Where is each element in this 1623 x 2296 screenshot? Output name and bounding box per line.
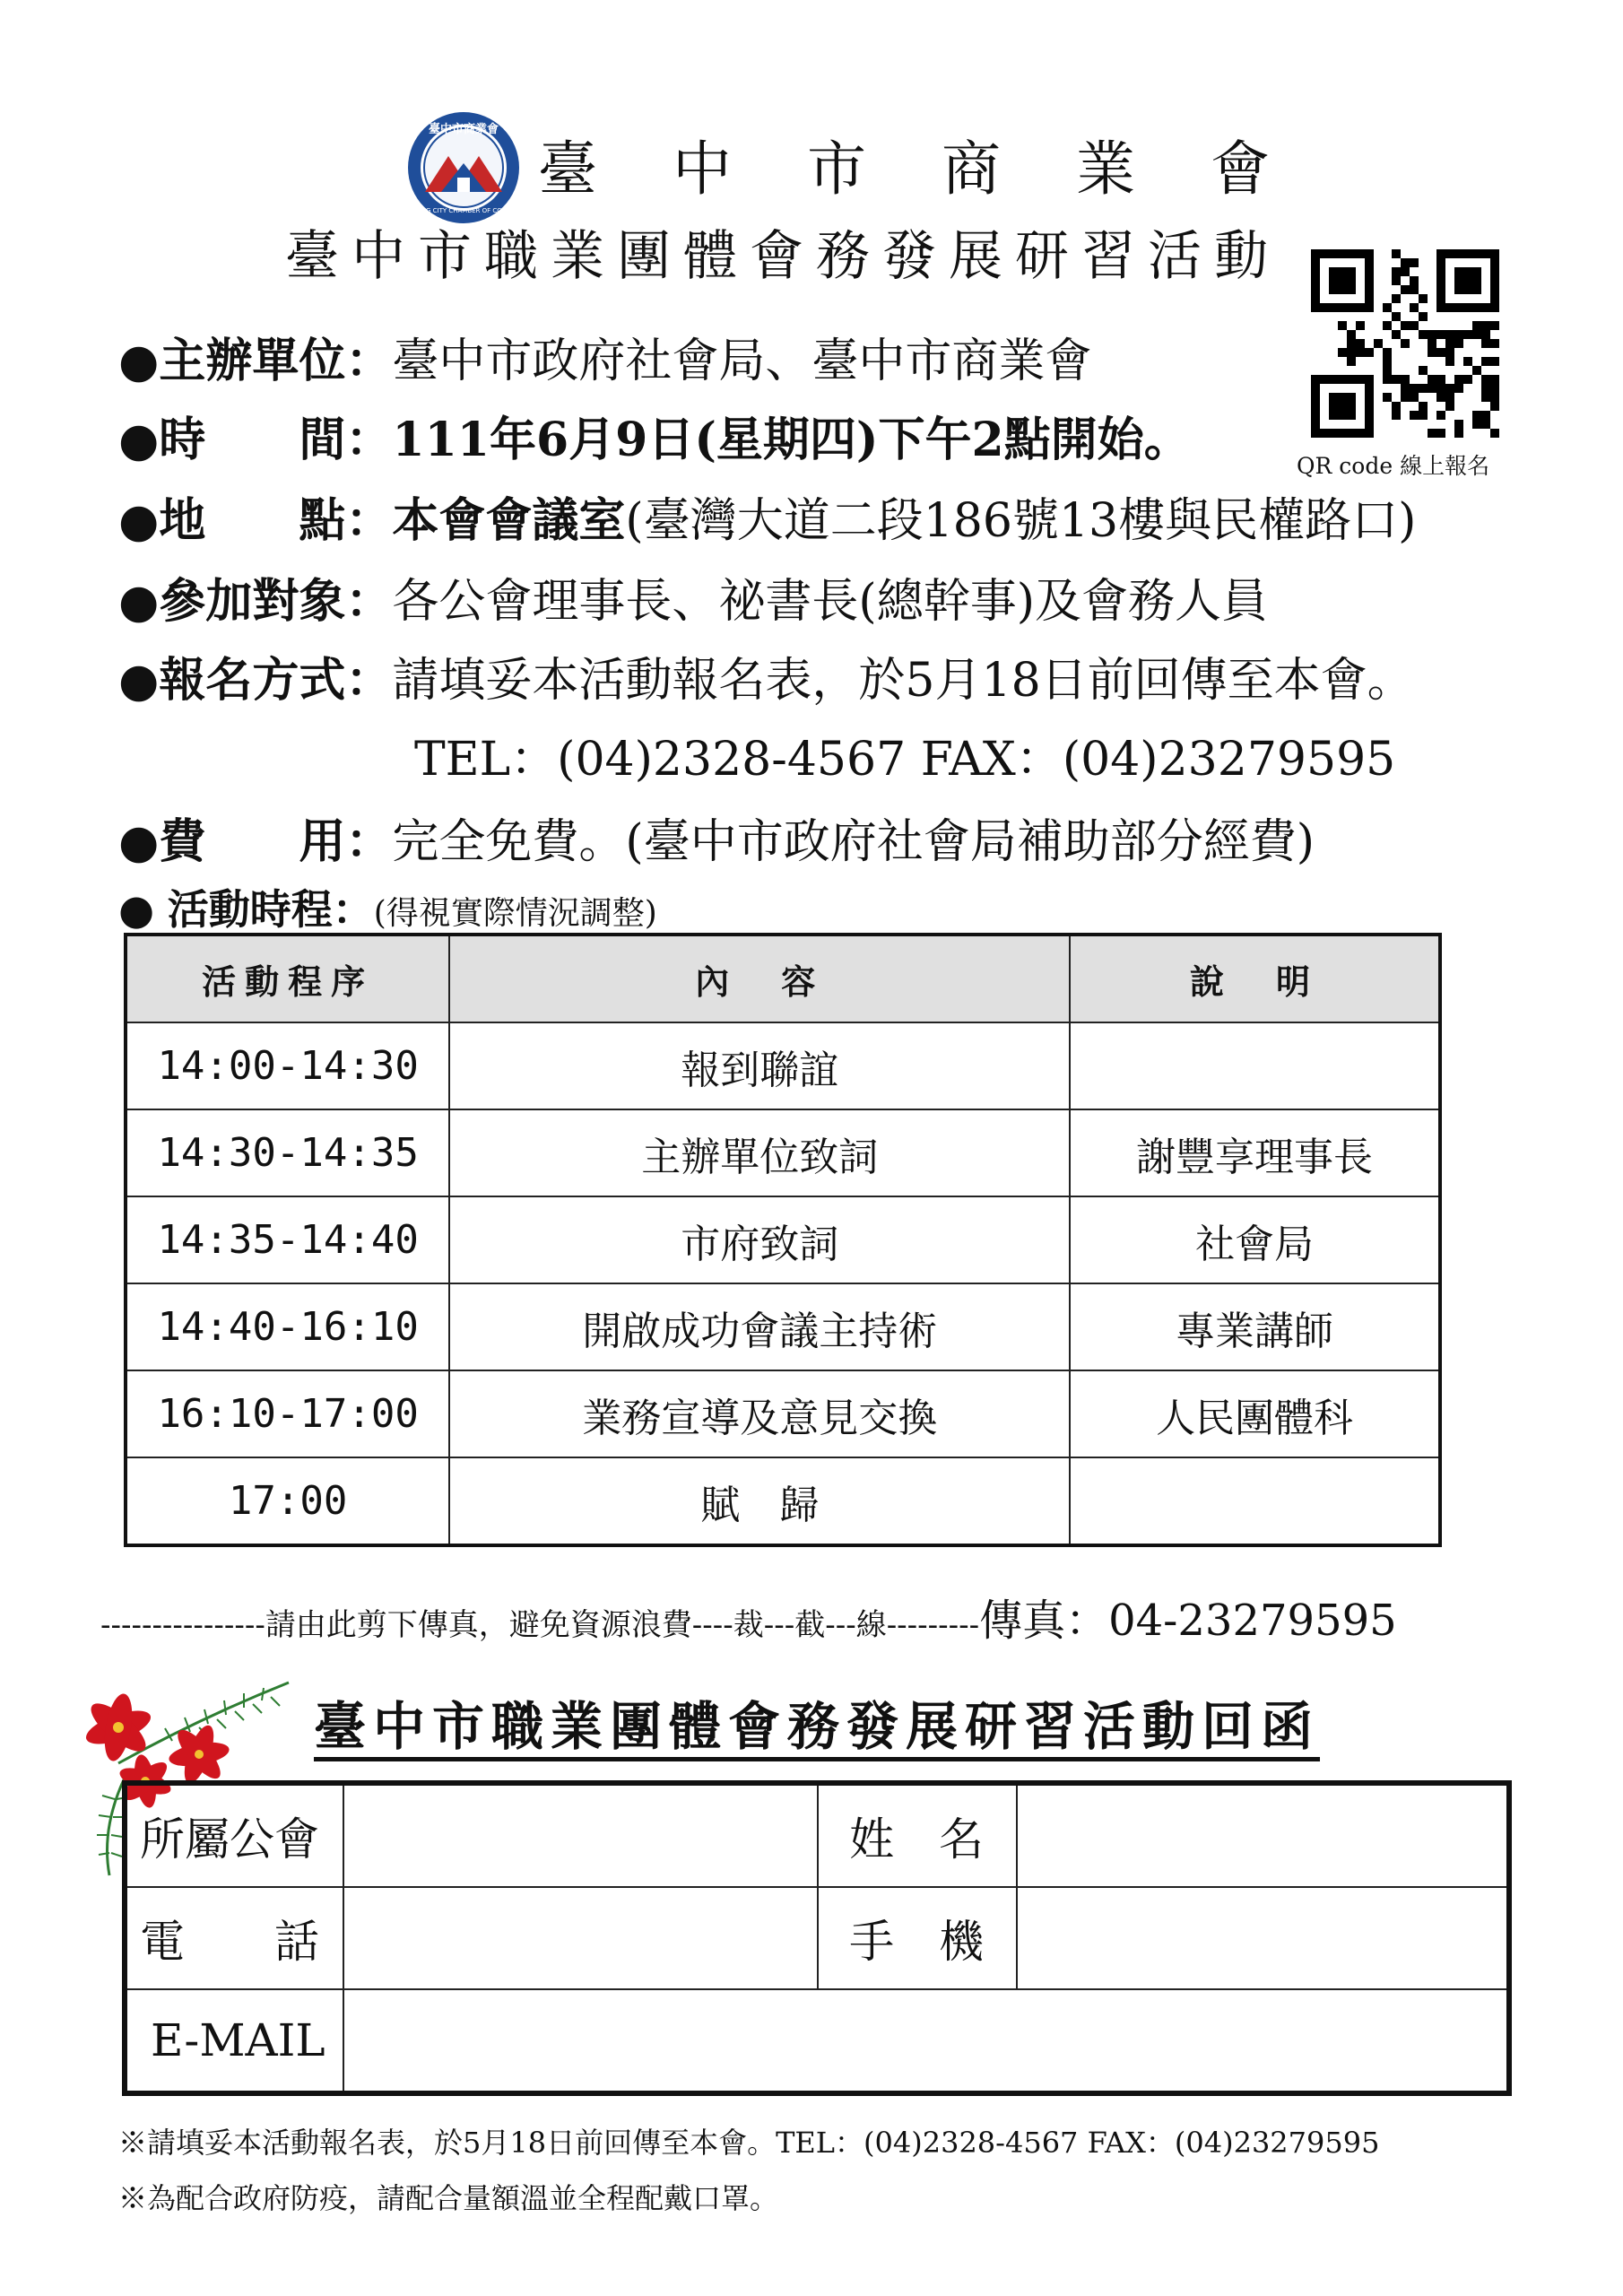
cut-line-text: ----------------請由此剪下傳真，避免資源浪費----裁---截---線--------- [100, 1607, 980, 1643]
reply-title: 臺中市職業團體會務發展研習活動回函 [314, 1696, 1321, 1757]
logo-caption: TAICHUNG CITY CHAMBER OF COMMERCE [397, 207, 530, 214]
fee-row: ●費 用：完全免費。(臺中市政府社會局補助部分經費) [118, 814, 1315, 869]
schedule-time: 16:10-17:00 [126, 1370, 449, 1457]
contact-line: TEL：(04)2328-4567 FAX：(04)23279595 [414, 733, 1396, 787]
organizer-row: ●主辦單位：臺中市政府社會局、臺中市商業會 [118, 334, 1092, 388]
email-field[interactable] [343, 1989, 1509, 2093]
schedule-time: 14:35-14:40 [126, 1196, 449, 1283]
schedule-table [124, 933, 1442, 1547]
schedule-content: 開啟成功會議主持術 [449, 1283, 1070, 1370]
table-row [126, 1109, 1440, 1196]
phone-label: 電 話 [125, 1887, 343, 1989]
phone-field[interactable] [343, 1887, 818, 1989]
bullet-icon: ● [118, 814, 160, 869]
schedule-content: 賦 歸 [449, 1457, 1070, 1545]
place-label: 地 點 [159, 493, 346, 548]
fee-value: 完全免費。(臺中市政府社會局補助部分經費) [392, 815, 1315, 869]
chamber-logo [397, 109, 530, 226]
bullet-icon: ● [118, 493, 160, 548]
qr-caption: QR code 線上報名 [1297, 453, 1490, 479]
bullet-icon: ● [118, 334, 160, 388]
schedule-header: 內 容 [449, 935, 1070, 1022]
schedule-header-row [126, 935, 1440, 1022]
bullet-icon: ● [118, 413, 160, 467]
table-row [126, 1370, 1440, 1457]
schedule-note [1070, 1022, 1440, 1109]
form-row [125, 1783, 1509, 1887]
qr-code[interactable] [1311, 249, 1499, 438]
schedule-heading: ● 活動時程：(得視實際情況調整) [118, 885, 657, 934]
audience-value: 各公會理事長、祕書長(總幹事)及會務人員 [392, 575, 1268, 629]
schedule-time: 14:40-16:10 [126, 1283, 449, 1370]
bullet-icon: ● [118, 574, 160, 629]
schedule-note: (得視實際情況調整) [373, 895, 657, 932]
schedule-time: 14:00-14:30 [126, 1022, 449, 1109]
schedule-content: 主辦單位致詞 [449, 1109, 1070, 1196]
fax-number: 傳真：04-23279595 [979, 1596, 1397, 1646]
table-row [126, 1283, 1440, 1370]
email-label: E-MAIL [125, 1989, 343, 2093]
schedule-header: 活動程序 [126, 935, 449, 1022]
schedule-content: 業務宣導及意見交換 [449, 1370, 1070, 1457]
schedule-note: 謝豐享理事長 [1070, 1109, 1440, 1196]
association-field[interactable] [343, 1783, 818, 1887]
org-name: 臺中市商業會 [538, 135, 1345, 204]
mobile-field[interactable] [1017, 1887, 1509, 1989]
audience-label: 參加對象 [159, 574, 346, 629]
time-row: ●時 間：111年6月9日(星期四)下午2點開始。 [118, 413, 1191, 467]
place-value-address: (臺灣大道二段186號13樓與民權路口) [625, 494, 1417, 548]
schedule-note: 人民團體科 [1070, 1370, 1440, 1457]
bullet-icon: ● [118, 653, 160, 708]
organizer-value: 臺中市政府社會局、臺中市商業會 [392, 335, 1092, 388]
mobile-label: 手 機 [818, 1887, 1017, 1989]
name-label: 姓 名 [818, 1783, 1017, 1887]
bullet-icon: ● [118, 885, 155, 934]
audience-row: ●參加對象：各公會理事長、祕書長(總幹事)及會務人員 [118, 574, 1268, 629]
schedule-content: 報到聯誼 [449, 1022, 1070, 1109]
cut-line [100, 1586, 1397, 1648]
schedule-time: 14:30-14:35 [126, 1109, 449, 1196]
time-value: 111年6月9日(星期四)下午2點開始。 [392, 413, 1191, 467]
fee-label: 費 用 [159, 814, 346, 869]
signup-row: ●報名方式：請填妥本活動報名表，於5月18日前回傳至本會。 [118, 653, 1414, 708]
reply-form [122, 1780, 1512, 2096]
name-field[interactable] [1017, 1783, 1509, 1887]
association-label: 所屬公會 [125, 1783, 343, 1887]
footnote-health: ※為配合政府防疫，請配合量額溫並全程配戴口罩。 [118, 2181, 779, 2215]
schedule-note: 社會局 [1070, 1196, 1440, 1283]
place-value-main: 本會會議室 [392, 493, 626, 548]
form-row [125, 1887, 1509, 1989]
table-row [126, 1196, 1440, 1283]
logo-text: 臺中市商業會 [428, 123, 499, 136]
schedule-content: 市府致詞 [449, 1196, 1070, 1283]
table-row [126, 1022, 1440, 1109]
schedule-note: 專業講師 [1070, 1283, 1440, 1370]
schedule-label: 活動時程 [167, 885, 333, 934]
organizer-label: 主辦單位 [159, 334, 346, 388]
signup-label: 報名方式 [159, 653, 346, 708]
table-row [126, 1457, 1440, 1545]
signup-value: 請填妥本活動報名表，於5月18日前回傳至本會。 [392, 654, 1414, 708]
schedule-header: 說 明 [1070, 935, 1440, 1022]
time-label: 時 間 [159, 413, 346, 467]
main-title: 臺中市職業團體會務發展研習活動 [285, 225, 1280, 288]
place-row: ●地 點：本會會議室(臺灣大道二段186號13樓與民權路口) [118, 493, 1417, 548]
form-row [125, 1989, 1509, 2093]
schedule-note [1070, 1457, 1440, 1545]
schedule-time: 17:00 [126, 1457, 449, 1545]
footnote-signup: ※請填妥本活動報名表，於5月18日前回傳至本會。TEL：(04)2328-4567 FAX：(04)23279595 [118, 2126, 1380, 2160]
